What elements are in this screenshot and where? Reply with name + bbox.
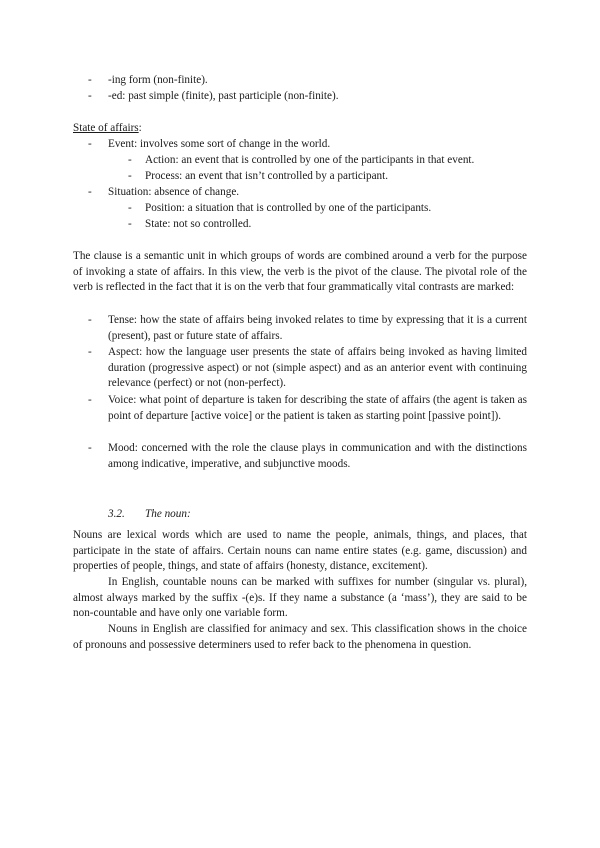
- mood-item: Mood: concerned with the role the clause plays in communication and with the distinctions among indicative, imperative, and subjunctive moods.: [108, 442, 527, 470]
- bullet-dash: -: [88, 346, 92, 358]
- bullet-dash: -: [88, 138, 92, 150]
- section-number: 3.2.: [108, 508, 125, 520]
- section-title: The noun:: [145, 508, 191, 520]
- heading-colon: :: [138, 122, 142, 134]
- process-item: Process: an event that isn’t controlled by a participant.: [145, 170, 389, 182]
- bullet-dash: -: [128, 218, 132, 230]
- bullet-dash: -: [88, 314, 92, 326]
- form-item: -ed: past simple (finite), past participle (non-finite).: [108, 90, 339, 102]
- tense-item: Tense: how the state of affairs being invoked relates to time by expressing that it is a current (present), past or future state of affairs.: [108, 314, 527, 342]
- clause-paragraph: The clause is a semantic unit in which groups of words are combined around a verb for the purpose of invoking a state of affairs. In this view, the verb is the pivot of the clause. The pivotal role of the verb is reflected in the fact that it is on the verb that four grammatically vital contrasts are marked:: [73, 250, 527, 294]
- bullet-dash: -: [88, 186, 92, 198]
- heading-text: State of affairs: [73, 122, 139, 134]
- event-item: Event: involves some sort of change in the world.: [108, 138, 331, 150]
- state-of-affairs-heading: [73, 121, 142, 137]
- situation-item: Situation: absence of change.: [108, 186, 240, 198]
- bullet-dash: -: [88, 394, 92, 406]
- bullet-dash: -: [88, 90, 92, 102]
- noun-paragraph: Nouns are lexical words which are used to name the people, animals, things, and places, that participate in the state of affairs. Certain nouns can name entire states (e.g. game, discussion) and properties of people, things, and state of affairs (honesty, distance, excitement).: [73, 529, 527, 573]
- bullet-dash: -: [128, 202, 132, 214]
- state-item: State: not so controlled.: [145, 218, 252, 230]
- position-item: Position: a situation that is controlled by one of the participants.: [145, 202, 432, 214]
- bullet-dash: -: [128, 154, 132, 166]
- aspect-item: Aspect: how the language user presents the state of affairs being invoked as having limited duration (progressive aspect) or not (simple aspect) and as an anterior event with continuing relevance (perfect) or not (non-perfect).: [108, 346, 527, 390]
- voice-item: Voice: what point of departure is taken for describing the state of affairs (the agent is taken as point of departure [active voice] or the patient is taken as starting point [passive point]).: [108, 394, 527, 422]
- form-item: -ing form (non-finite).: [108, 74, 208, 86]
- action-item: Action: an event that is controlled by one of the participants in that event.: [145, 154, 475, 166]
- bullet-dash: -: [128, 170, 132, 182]
- bullet-dash: -: [88, 442, 92, 454]
- animacy-paragraph: Nouns in English are classified for animacy and sex. This classification shows in the choice of pronouns and possessive determiners used to refer back to the phenomena in question.: [73, 623, 527, 651]
- bullet-dash: -: [88, 74, 92, 86]
- countable-paragraph: In English, countable nouns can be marked with suffixes for number (singular vs. plural), almost always marked by the suffix -(e)s. If they name a substance (a ‘mass’), they are said to be non-countable and have only one variable form.: [73, 576, 527, 620]
